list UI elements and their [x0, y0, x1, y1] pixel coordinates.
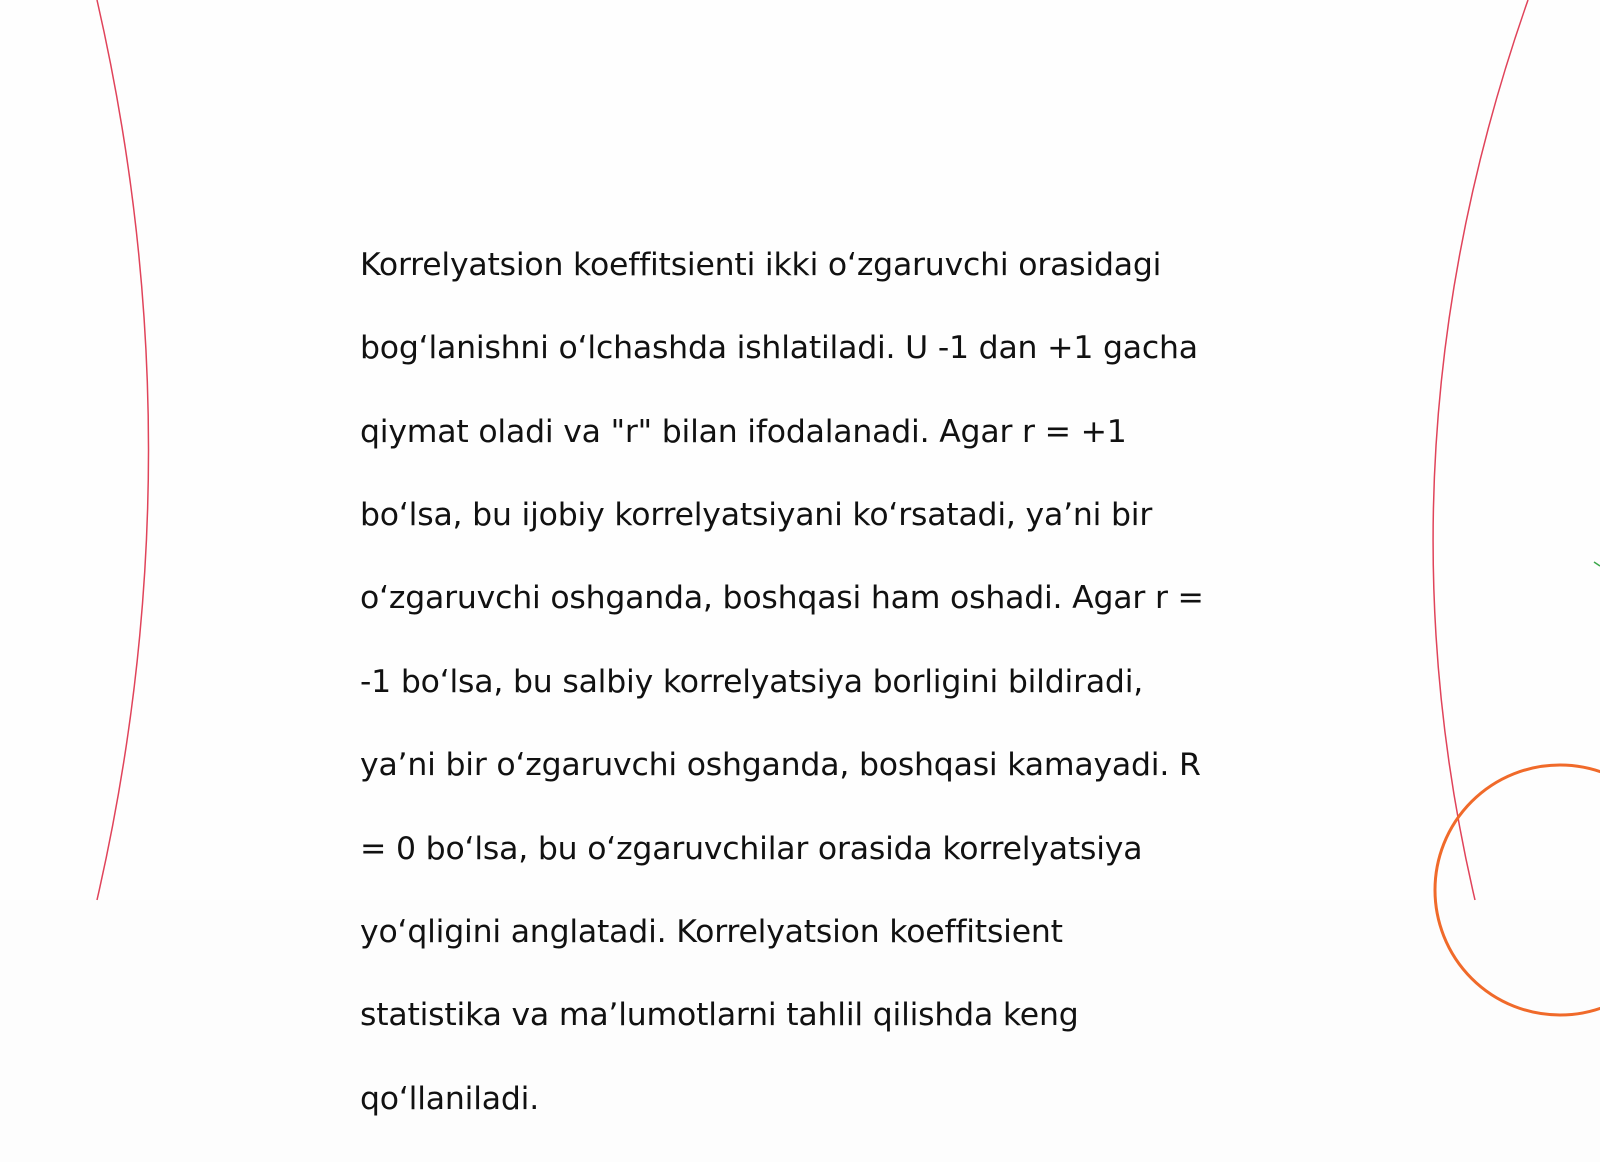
- body-line: yoʻqligini anglatadi. Korrelyatsion koeffitsient: [360, 913, 1063, 950]
- orange-circle-outline: [1435, 765, 1600, 1015]
- body-line: Korrelyatsion koeffitsienti ikki oʻzgaruvchi orasidagi: [360, 246, 1162, 283]
- body-line: oʻzgaruvchi oshganda, boshqasi ham oshadi. Agar r =: [360, 580, 1204, 617]
- body-text: [360, 203, 1240, 1162]
- right-arc-line: [1433, 0, 1528, 900]
- green-accent-mark: [1594, 562, 1600, 566]
- left-arc-line: [97, 0, 149, 900]
- body-line: -1 boʻlsa, bu salbiy korrelyatsiya borligini bildiradi,: [360, 663, 1144, 700]
- body-line: yaʼni bir oʻzgaruvchi oshganda, boshqasi kamayadi. R: [360, 747, 1201, 784]
- body-line: qoʻllaniladi.: [360, 1080, 540, 1117]
- body-line: = 0 boʻlsa, bu oʻzgaruvchilar orasida korrelyatsiya: [360, 830, 1143, 867]
- body-line: boʻlsa, bu ijobiy korrelyatsiyani koʻrsatadi, yaʼni bir: [360, 496, 1153, 533]
- body-line: bogʻlanishni oʻlchashda ishlatiladi. U -1 dan +1 gacha: [360, 330, 1198, 367]
- body-line: qiymat oladi va "r" bilan ifodalanadi. Agar r = +1: [360, 413, 1127, 450]
- body-line: statistika va maʼlumotlarni tahlil qilishda keng: [360, 997, 1079, 1034]
